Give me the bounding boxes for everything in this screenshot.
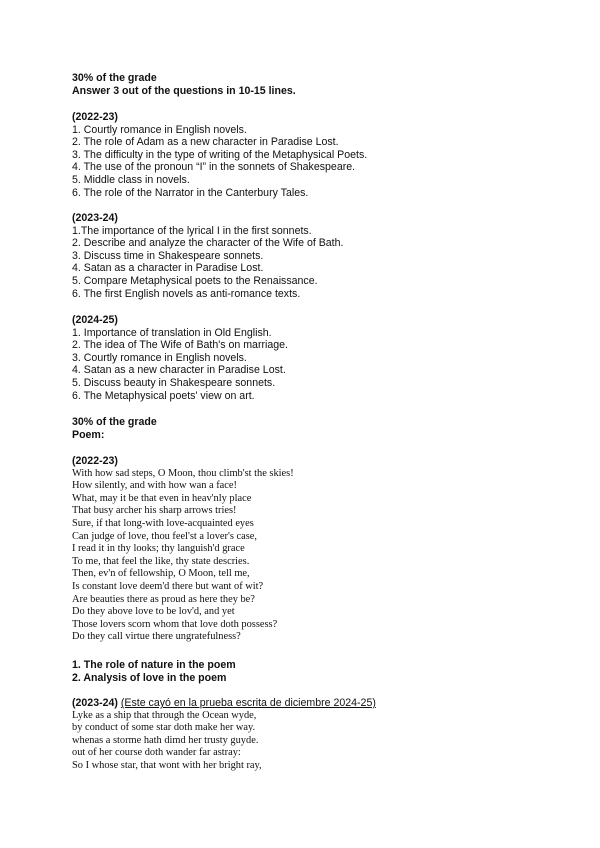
poem-line: What, may it be that even in heav'nly place — [72, 492, 252, 504]
poem-line: out of her course doth wander far astray: — [72, 747, 241, 759]
grade-header — [72, 72, 296, 97]
poem-question: 1. The role of nature in the poem — [72, 659, 236, 671]
section-year: (2024-25) — [72, 314, 118, 326]
poem-section-2023-24 — [72, 697, 376, 773]
poem-header — [72, 416, 157, 441]
poem-line: How silently, and with how wan a face! — [72, 480, 237, 492]
section-year: (2022-23) — [72, 111, 118, 123]
poem-section-2022-23 — [72, 455, 294, 644]
poem-line: Can judge of love, thou feel'st a lover's case, — [72, 530, 257, 542]
poem-line: I read it in thy looks; thy languish'd grace — [72, 543, 245, 555]
poem-label: Poem: — [72, 428, 105, 441]
question-item: 6. The first English novels as anti-romance texts. — [72, 287, 301, 300]
poem-line: Then, ev'n of fellowship, O Moon, tell me, — [72, 568, 250, 580]
poem-text — [72, 468, 294, 644]
question-item: 5. Middle class in novels. — [72, 173, 190, 186]
poem-line: To me, that feel the like, thy state descries. — [72, 555, 250, 567]
question-item: 5. Compare Metaphysical poets to the Renaissance. — [72, 274, 318, 287]
question-item: 2. Describe and analyze the character of the Wife of Bath. — [72, 237, 344, 250]
question-item: 1. Importance of translation in Old English. — [72, 326, 272, 339]
poem-text — [72, 710, 376, 773]
question-item: 3. Courtly romance in English novels. — [72, 351, 247, 364]
poem-line: whenas a storme hath dimd her trusty guyde. — [72, 734, 259, 746]
poem2-heading — [72, 697, 376, 710]
question-item: 2. The role of Adam as a new character in Paradise Lost. — [72, 136, 339, 149]
question-item: 2. The idea of The Wife of Bath's on marriage. — [72, 339, 288, 352]
question-item: 1.The importance of the lyrical I in the first sonnets. — [72, 224, 312, 237]
question-section-2023-24 — [72, 212, 343, 300]
question-item: 6. The Metaphysical poets' view on art. — [72, 389, 255, 402]
poem-questions — [72, 659, 236, 684]
poem-line: With how sad steps, O Moon, thou climb'st the skies! — [72, 467, 294, 479]
exam-note: (Este cayó en la prueba escrita de diciembre 2024-25) — [120, 697, 376, 709]
poem-line: So I whose star, that wont with her bright ray, — [72, 759, 262, 771]
poem-line: Do they call virtue there ungratefulness? — [72, 631, 241, 643]
question-item: 3. The difficulty in the type of writing of the Metaphysical Poets. — [72, 148, 368, 161]
question-section-2022-23 — [72, 111, 367, 199]
question-item: 4. Satan as a new character in Paradise Lost. — [72, 364, 286, 377]
question-item: 6. The role of the Narrator in the Canterbury Tales. — [72, 186, 309, 199]
poem-line: Lyke as a ship that through the Ocean wyde, — [72, 709, 257, 721]
section-year: (2023-24) — [72, 697, 118, 709]
grade-instruction: Answer 3 out of the questions in 10-15 lines. — [72, 84, 296, 97]
poem-line: Is constant love deem'd there but want of wit? — [72, 580, 264, 592]
poem-line: Do they above love to be lov'd, and yet — [72, 606, 235, 618]
question-item: 3. Discuss time in Shakespeare sonnets. — [72, 249, 264, 262]
question-item: 4. Satan as a character in Paradise Lost. — [72, 262, 264, 275]
question-item: 5. Discuss beauty in Shakespeare sonnets. — [72, 376, 276, 389]
section-year: (2023-24) — [72, 212, 118, 224]
grade-weight: 30% of the grade — [72, 72, 157, 84]
question-item: 1. Courtly romance in English novels. — [72, 123, 247, 136]
poem-line: by conduct of some star doth make her way. — [72, 722, 256, 734]
poem-question: 2. Analysis of love in the poem — [72, 671, 227, 684]
poem-line: That busy archer his sharp arrows tries! — [72, 505, 237, 517]
question-section-2024-25 — [72, 314, 288, 402]
grade-weight: 30% of the grade — [72, 416, 157, 428]
question-item: 4. The use of the pronoun “I” in the sonnets of Shakespeare. — [72, 161, 356, 174]
poem-line: Sure, if that long-with love-acquainted eyes — [72, 517, 254, 529]
poem-line: Those lovers scorn whom that love doth possess? — [72, 618, 278, 630]
section-year: (2022-23) — [72, 455, 118, 467]
poem-line: Are beauties there as proud as here they be? — [72, 593, 255, 605]
